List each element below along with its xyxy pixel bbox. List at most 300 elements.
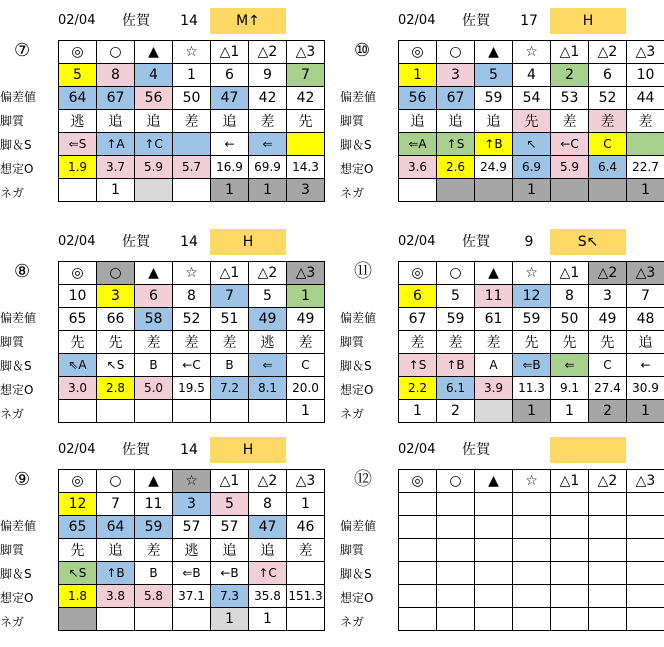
race-block [398,229,664,439]
odds-cell: 30.9 [627,377,664,400]
style-cell: 逃 [249,331,287,354]
style-cell: 追 [97,110,135,133]
dev-cell: 47 [249,516,287,539]
style-cell: 差 [589,110,627,133]
odds-cell: 1.8 [59,585,97,608]
mark-cell: △1 [551,470,589,493]
runner-count: 9 [514,229,544,255]
prediction-table [58,40,325,202]
mark-cell: ◎ [59,262,97,285]
nega-cell [135,400,173,423]
horses-cell [437,493,475,516]
dev-cell [437,516,475,539]
race-venue: 佐賀 [122,229,162,255]
odds-cell: 69.9 [249,156,287,179]
mark-cell: △1 [211,41,249,64]
style-cell: 追 [211,110,249,133]
race-venue: 佐賀 [462,437,502,463]
horses-cell [589,493,627,516]
horses-cell: 3 [589,285,627,308]
mark-cell: ☆ [173,262,211,285]
dev-cell: 59 [135,516,173,539]
leg-cell [551,562,589,585]
dev-cell [475,516,513,539]
race-venue: 佐賀 [122,8,162,34]
table-row [399,539,664,562]
style-cell [437,539,475,562]
nega-cell: 1 [249,179,287,202]
nega-cell: 1 [211,608,249,631]
nega-cell: 1 [97,179,135,202]
dev-cell: 51 [211,308,249,331]
horses-cell: 7 [627,285,664,308]
row-label: ネガ [340,403,396,426]
runner-count [514,437,544,463]
table-row [399,87,664,110]
leg-cell: B [135,562,173,585]
odds-cell: 5.0 [135,377,173,400]
nega-cell: 2 [437,400,475,423]
table-row [59,470,325,493]
race-grade-badge: M↑ [210,8,286,34]
table-row [59,608,325,631]
horses-cell: 3 [97,285,135,308]
leg-cell: ↑S [437,133,475,156]
horses-cell [551,493,589,516]
race-date: 02/04 [398,8,450,34]
mark-cell: △3 [627,41,664,64]
nega-cell [173,179,211,202]
row-label: 脚＆S [340,563,396,586]
dev-cell [551,516,589,539]
table-row [59,87,325,110]
table-row [59,262,325,285]
table-row [399,354,664,377]
table-row [59,179,325,202]
mark-cell: ☆ [513,41,551,64]
horses-cell: 5 [249,285,287,308]
style-cell: 先 [513,110,551,133]
horses-cell [475,493,513,516]
horses-cell: 5 [211,493,249,516]
leg-cell [173,133,211,156]
style-cell: 先 [59,539,97,562]
table-row [399,285,664,308]
table-row [59,354,325,377]
leg-cell: ⇐ [249,133,287,156]
mark-cell: △3 [287,262,325,285]
style-cell: 先 [287,110,325,133]
table-row [399,331,664,354]
horses-cell: 7 [211,285,249,308]
mark-cell: △3 [287,470,325,493]
odds-cell: 2.6 [437,156,475,179]
mark-cell: ▲ [475,41,513,64]
horses-cell: 11 [475,285,513,308]
leg-cell [287,562,325,585]
leg-cell [287,133,325,156]
odds-cell [627,585,664,608]
style-cell: 差 [173,331,211,354]
row-label: 想定O [0,158,56,181]
table-row [399,308,664,331]
style-cell: 差 [437,331,475,354]
race-grade-badge: H [550,8,626,34]
style-cell [551,539,589,562]
nega-cell [211,400,249,423]
prediction-table [398,40,664,202]
race-block [398,8,664,218]
mark-cell: ○ [437,41,475,64]
horses-cell: 8 [551,285,589,308]
nega-cell [249,400,287,423]
style-cell: 差 [211,331,249,354]
table-row [399,110,664,133]
dev-cell: 54 [513,87,551,110]
mark-cell: ○ [437,470,475,493]
leg-cell [627,133,664,156]
nega-cell: 3 [287,179,325,202]
leg-cell: ⇐ [551,354,589,377]
horses-cell: 5 [475,64,513,87]
race-grade-badge: H [210,229,286,255]
mark-cell: ▲ [135,262,173,285]
style-cell: 先 [551,331,589,354]
table-row [59,539,325,562]
horses-cell: 6 [589,64,627,87]
row-label: 脚＆S [340,355,396,378]
odds-cell: 5.9 [551,156,589,179]
mark-cell: △2 [589,470,627,493]
nega-cell: 2 [589,400,627,423]
leg-cell [589,562,627,585]
horses-cell: 8 [97,64,135,87]
horses-cell: 2 [551,64,589,87]
style-cell: 追 [211,539,249,562]
style-cell: 差 [287,331,325,354]
race-date: 02/04 [398,437,450,463]
leg-cell [399,562,437,585]
nega-cell [399,608,437,631]
leg-cell: ⇖A [59,354,97,377]
race-block [58,229,358,439]
style-cell: 差 [399,331,437,354]
race-number: ⑦ [14,38,54,64]
table-row [59,64,325,87]
leg-cell: ↖ [513,133,551,156]
mark-cell: ◎ [399,470,437,493]
table-row [399,493,664,516]
row-label: 偏差値 [0,307,56,330]
race-date: 02/04 [58,437,110,463]
dev-cell: 67 [399,308,437,331]
table-row [399,585,664,608]
dev-cell: 50 [173,87,211,110]
leg-cell: C [589,354,627,377]
nega-cell [97,400,135,423]
mark-cell: △2 [249,262,287,285]
race-block [398,437,664,647]
odds-cell: 2.8 [97,377,135,400]
odds-cell: 6.9 [513,156,551,179]
race-grade-badge: H [210,437,286,463]
nega-cell [475,608,513,631]
odds-cell [513,585,551,608]
horses-cell: 6 [211,64,249,87]
style-cell: 先 [97,331,135,354]
race-number: ⑫ [354,467,394,493]
dev-cell: 47 [211,87,249,110]
style-cell [513,539,551,562]
odds-cell: 5.8 [135,585,173,608]
style-cell: 追 [249,539,287,562]
horses-cell: 1 [399,64,437,87]
dev-cell: 49 [287,308,325,331]
horses-cell: 5 [437,285,475,308]
mark-cell: △2 [249,470,287,493]
odds-cell: 6.1 [437,377,475,400]
style-cell [589,539,627,562]
nega-cell [551,608,589,631]
race-grade-badge [550,437,626,463]
leg-cell: ←B [211,562,249,585]
leg-cell: B [135,354,173,377]
table-row [399,377,664,400]
dev-cell: 56 [399,87,437,110]
prediction-table [58,261,325,423]
race-venue: 佐賀 [462,229,502,255]
odds-cell: 37.1 [173,585,211,608]
race-number: ⑪ [354,259,394,285]
runner-count: 14 [174,8,204,34]
horses-cell: 4 [513,64,551,87]
nega-cell: 1 [513,400,551,423]
mark-cell: △1 [551,262,589,285]
nega-cell [437,179,475,202]
prediction-table [58,469,325,631]
dev-cell: 59 [475,87,513,110]
horses-cell: 8 [249,493,287,516]
table-row [59,585,325,608]
odds-cell: 14.3 [287,156,325,179]
dev-cell: 52 [173,308,211,331]
odds-cell: 2.2 [399,377,437,400]
row-label: 偏差値 [340,86,396,109]
horses-cell: 3 [173,493,211,516]
odds-cell: 6.4 [589,156,627,179]
odds-cell: 8.1 [249,377,287,400]
row-label: 脚＆S [340,134,396,157]
table-row [59,562,325,585]
horses-cell: 1 [173,64,211,87]
horses-cell: 5 [59,64,97,87]
nega-cell [135,179,173,202]
dev-cell [589,516,627,539]
row-label: 脚質 [340,110,396,133]
table-row [399,156,664,179]
mark-cell: ◎ [59,470,97,493]
nega-cell [59,400,97,423]
leg-cell: B [211,354,249,377]
dev-cell: 64 [59,87,97,110]
nega-cell [475,400,513,423]
table-row [399,262,664,285]
table-row [59,133,325,156]
mark-cell: ▲ [475,470,513,493]
odds-cell: 3.0 [59,377,97,400]
table-row [399,64,664,87]
nega-cell [97,608,135,631]
odds-cell: 19.5 [173,377,211,400]
style-cell: 追 [437,110,475,133]
nega-cell [173,400,211,423]
race-grade-badge: S↖ [550,229,626,255]
nega-cell: 1 [627,400,664,423]
odds-cell [475,585,513,608]
row-label: 想定O [0,379,56,402]
row-label: ネガ [0,611,56,634]
odds-cell [551,585,589,608]
dev-cell: 57 [211,516,249,539]
dev-cell: 49 [249,308,287,331]
style-cell: 差 [287,539,325,562]
nega-cell [437,608,475,631]
horses-cell [627,493,664,516]
dev-cell: 59 [437,308,475,331]
dev-cell: 49 [589,308,627,331]
mark-cell: △2 [249,41,287,64]
row-label: ネガ [0,182,56,205]
horses-cell: 9 [249,64,287,87]
table-row [399,41,664,64]
table-row [59,308,325,331]
leg-cell [627,562,664,585]
dev-cell: 42 [249,87,287,110]
leg-cell: ⇐B [513,354,551,377]
horses-cell: 1 [287,285,325,308]
dev-cell: 52 [589,87,627,110]
mark-cell: ☆ [513,470,551,493]
nega-cell [551,179,589,202]
leg-cell: ↖S [59,562,97,585]
row-label: 想定O [340,587,396,610]
table-row [59,331,325,354]
row-label: 偏差値 [340,515,396,538]
horses-cell: 11 [135,493,173,516]
nega-cell [135,608,173,631]
odds-cell: 11.3 [513,377,551,400]
dev-cell [627,516,664,539]
table-row [59,285,325,308]
odds-cell: 20.0 [287,377,325,400]
prediction-table [398,261,664,423]
row-label: 脚質 [340,539,396,562]
style-cell: 追 [97,539,135,562]
nega-cell: 1 [399,400,437,423]
mark-cell: ◎ [399,262,437,285]
row-label: 脚質 [340,331,396,354]
horses-cell: 12 [59,493,97,516]
leg-cell: ↑B [97,562,135,585]
leg-cell: ↑C [249,562,287,585]
row-label: ネガ [0,403,56,426]
mark-cell: △1 [211,470,249,493]
leg-cell: ↑B [437,354,475,377]
leg-cell: ↑C [135,133,173,156]
row-label: 想定O [0,587,56,610]
odds-cell: 151.3 [287,585,325,608]
mark-cell: ○ [97,262,135,285]
style-cell: 差 [135,539,173,562]
row-label: 脚質 [0,331,56,354]
table-row [59,41,325,64]
horses-cell: 10 [627,64,664,87]
leg-cell: ←C [173,354,211,377]
race-block [58,8,358,218]
nega-cell [589,179,627,202]
leg-cell: C [287,354,325,377]
row-label: 想定O [340,158,396,181]
style-cell: 追 [135,110,173,133]
table-row [59,110,325,133]
leg-cell: ↑S [399,354,437,377]
odds-cell: 1.9 [59,156,97,179]
leg-cell: ⇐ [249,354,287,377]
mark-cell: ▲ [135,41,173,64]
dev-cell [513,516,551,539]
nega-cell [399,179,437,202]
dev-cell: 46 [287,516,325,539]
mark-cell: ○ [97,470,135,493]
nega-cell [173,608,211,631]
nega-cell [627,608,664,631]
style-cell: 差 [249,110,287,133]
style-cell: 追 [627,331,664,354]
mark-cell: ☆ [173,41,211,64]
leg-cell: ↑B [475,133,513,156]
horses-cell: 6 [399,285,437,308]
leg-cell: ⇐B [173,562,211,585]
table-row [399,179,664,202]
horses-cell: 7 [97,493,135,516]
leg-cell [475,562,513,585]
mark-cell: ○ [437,262,475,285]
mark-cell: ▲ [475,262,513,285]
odds-cell: 35.8 [249,585,287,608]
horses-cell: 3 [437,64,475,87]
race-block [58,437,358,647]
mark-cell: ▲ [135,470,173,493]
dev-cell: 53 [551,87,589,110]
nega-cell: 1 [513,179,551,202]
race-venue: 佐賀 [462,8,502,34]
row-label: 脚質 [0,110,56,133]
leg-cell: ⇐S [59,133,97,156]
odds-cell: 3.6 [399,156,437,179]
race-date: 02/04 [58,8,110,34]
odds-cell: 5.7 [173,156,211,179]
mark-cell: ☆ [513,262,551,285]
style-cell [627,539,664,562]
row-label: 偏差値 [0,86,56,109]
horses-cell: 6 [135,285,173,308]
table-row [399,470,664,493]
odds-cell [437,585,475,608]
leg-cell: ↖S [97,354,135,377]
dev-cell: 57 [173,516,211,539]
table-row [399,608,664,631]
nega-cell: 1 [211,179,249,202]
